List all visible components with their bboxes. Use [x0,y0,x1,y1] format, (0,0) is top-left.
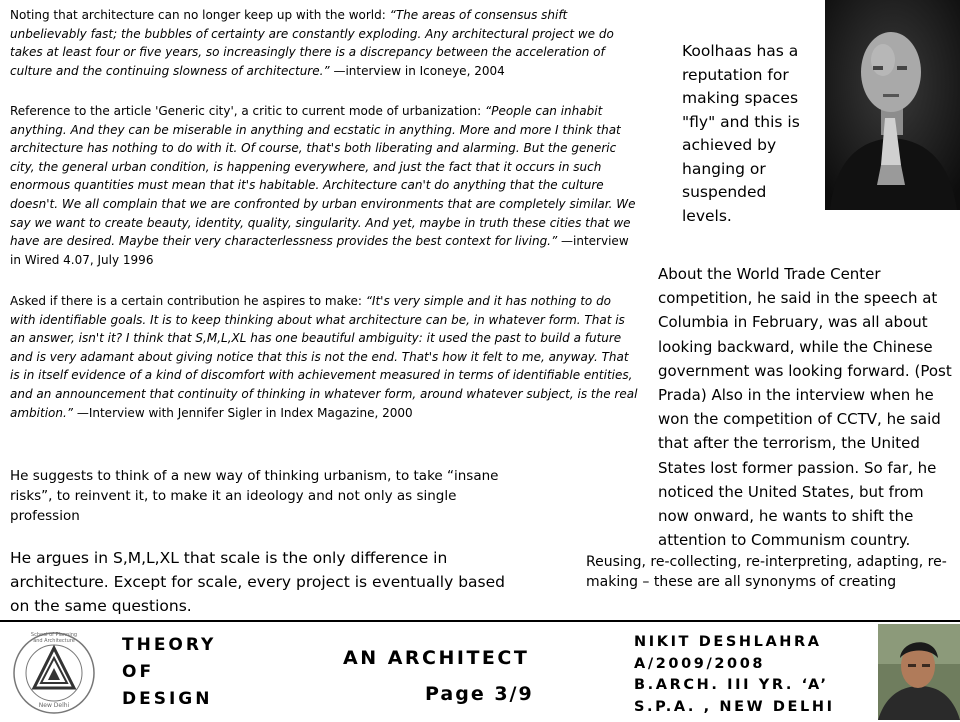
author-line: B.ARCH. III YR. ‘A’ [634,677,829,693]
quote-source: —Interview with Jennifer Sigler in Index Magazine, 2000 [73,405,413,420]
course-line: OF [122,662,155,682]
wtc-paragraph: About the World Trade Center competition, he said in the speech at Columbia in February, was all about looking backward, while the Chinese government was looking forward. (Post Prada) Also in the interview when he won the competition of CCTV, he said that after the terrorism, the United States lost former passion. So far, he noticed the United States, but from now onward, he wants to shift the attention to Communism country. [658,265,952,550]
logo-text-top: School of Planning and Architecture [30,632,78,644]
logo-text-bottom: New Delhi [38,702,70,709]
author-details [634,632,835,718]
course-line: DESIGN [122,689,213,709]
author-line: A/2009/2008 [634,655,766,672]
quote-intro: Reference to the article 'Generic city', a critic to current mode of urbanization: [10,104,486,118]
reusing-paragraph: Reusing, re-collecting, re-interpreting, adapting, re-making – these are all synonyms of creating [586,554,947,590]
author-photo [878,624,960,720]
author-line: S.P.A. , NEW DELHI [634,698,835,715]
quote-source: —interview in Wired 4.07, July 1996 [10,234,629,267]
author-line: NIKIT DESHLAHRA [634,634,822,650]
author-portrait-illustration [878,624,960,720]
quote-block-2 [10,102,638,269]
quote-block-3 [10,292,638,422]
koolhaas-paragraph: Koolhaas has a reputation for making spaces "fly" and this is achieved by hanging or suspended levels. [682,42,800,225]
footer-divider [0,620,960,622]
quote-block-1 [10,6,638,80]
quote-text: “It's very simple and it has nothing to do with identifiable goals. It is to keep thinking about what architecture can be, in whatever form. That is an answer, isn't it? I think that S,M,L,XL has one beautiful ambiguity: it used the past to build a future and is very adamant about giving notice that this is not the end. That's how it felt to me, anyway. That is in itself evidence of a kind of discomfort with achievement measured in terms of identifiable entities, and an announcement that continuity of thinking in whatever form, around whatever subject, is the real ambition.” [10,294,638,420]
scale-paragraph: He argues in S,M,L,XL that scale is the only difference in architecture. Except for scale, every project is eventually based on the same questions. [10,549,505,615]
quote-text: “The areas of consensus shift unbelievably fast; the bubbles of certainty are constantly exploding. Any architectural project we do takes at least four or five years, so increasingly there is a discrepancy between the acceleration of culture and the continuing slowness of architecture.” [10,8,614,78]
page-number: Page 3/9 [425,683,534,705]
quote-intro: Noting that architecture can no longer keep up with the world: [10,8,390,22]
quote-intro: Asked if there is a certain contribution he aspires to make: [10,294,366,308]
urbanism-paragraph: He suggests to think of a new way of thinking urbanism, to take “insane risks”, to reinvent it, to make it an ideology and not only as single profession [10,468,499,524]
quote-source: —interview in Iconeye, 2004 [329,63,505,78]
koolhaas-photo [825,0,960,210]
portrait-illustration [825,0,960,210]
topic-title: AN ARCHITECT [343,647,530,669]
course-line: THEORY [122,635,217,655]
course-title [122,632,216,713]
quote-text: “People can inhabit anything. And they can be miserable in anything and ecstatic in anything. More and more I think that architecture has nothing to do with it. Of course, that's both liberating and alarming. But the generic city, the general urban condition, is happening everywhere, and just the fact that it occurs in such enormous quantities must mean that it's habitable. Architecture can't do anything that the culture doesn't. We all complain that we are confronted by urban environments that are completely similar. We say we want to create beauty, identity, quality, singularity. And yet, maybe in truth these cities that we have are desired. Maybe their very characterlessness provides the best context for living.” [10,104,636,249]
spa-logo [8,628,100,718]
